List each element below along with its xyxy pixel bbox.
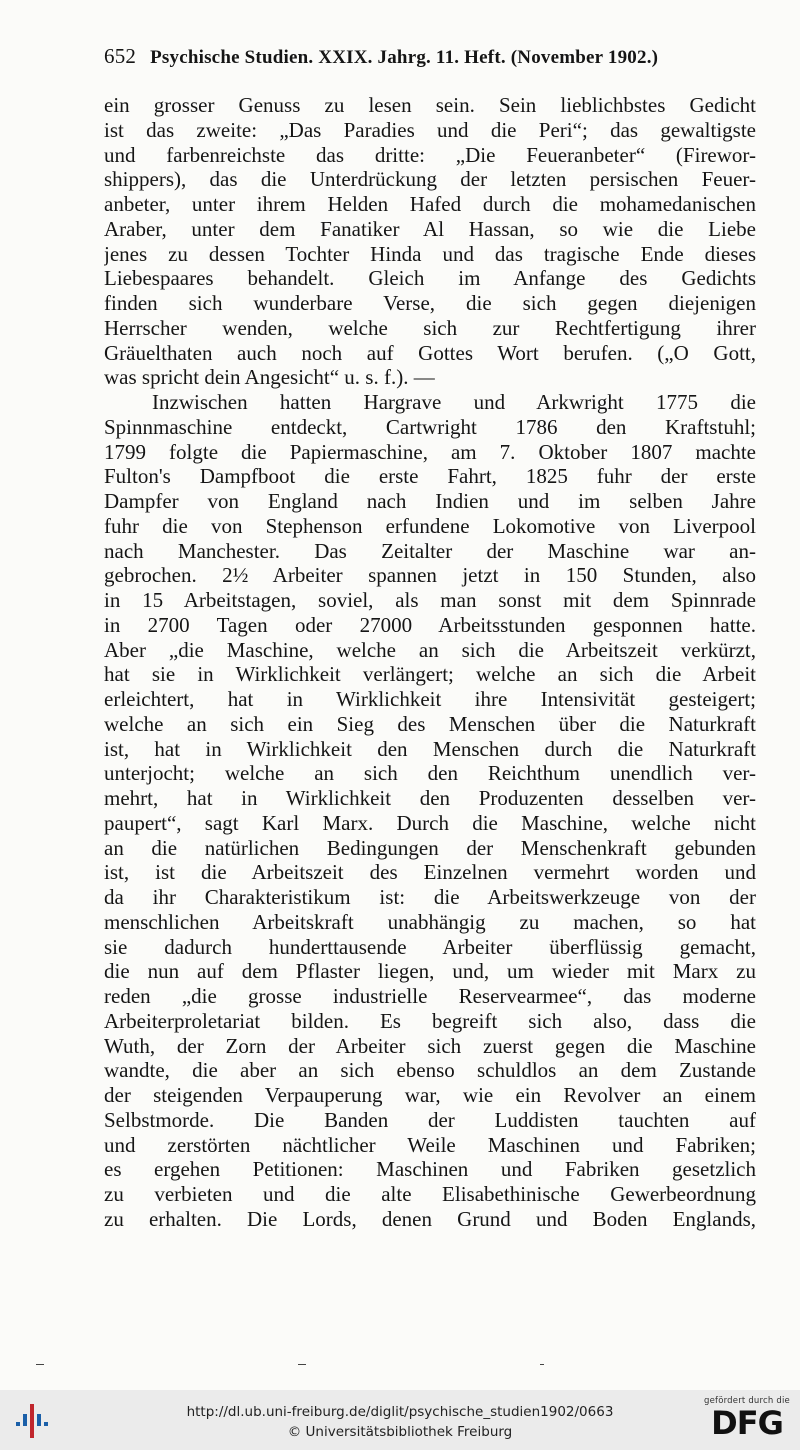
text-line: Araber, unter dem Fanatiker Al Hassan, so wie die Liebe	[104, 216, 756, 241]
text-line: Dampfer von England nach Indien und im selben Jahre	[104, 489, 756, 513]
text-line: zu verbieten und die alte Elisabethinische Gewerbeordnung	[104, 1182, 756, 1206]
text-line: finden sich wunderbare Verse, die sich gegen diejenigen	[104, 291, 756, 315]
viewer-footer	[0, 1390, 800, 1450]
text-line: Liebespaares behandelt. Gleich im Anfange des Gedichts	[104, 266, 756, 291]
text-line: paupert“, sagt Karl Marx. Durch die Maschine, welche nicht	[104, 810, 756, 835]
text-line: mehrt, hat in Wirklichkeit den Produzenten desselben ver-	[104, 786, 756, 810]
text-line: Fulton's Dampfboot die erste Fahrt, 1825 fuhr der erste	[104, 464, 756, 489]
text-line: Gräuelthaten auch noch auf Gottes Wort berufen. („O Gott,	[104, 340, 756, 365]
text-line: nach Manchester. Das Zeitalter der Maschine war an-	[104, 538, 756, 563]
text-line: sie dadurch hunderttausende Arbeiter überflüssig gemacht,	[104, 934, 756, 959]
text-line: Arbeiterproletariat bilden. Es begreift sich also, dass die	[104, 1008, 756, 1033]
dfg-logo	[704, 1396, 790, 1444]
dfg-logo-text: DFG	[711, 1404, 783, 1442]
copyright-notice: © Universitätsbibliothek Freiburg	[287, 1424, 513, 1440]
body-text	[104, 93, 756, 1232]
text-line: jenes zu dessen Tochter Hinda und das tragische Ende dieses	[104, 241, 756, 266]
text-line: 1799 folgte die Papiermaschine, am 7. Oktober 1807 machte	[104, 439, 756, 464]
text-line: Herrscher wenden, welche sich zur Rechtfertigung ihrer	[104, 315, 756, 340]
margin-mark	[36, 1364, 44, 1365]
text-line: menschlichen Arbeitskraft unabhängig zu machen, so hat	[104, 909, 756, 934]
text-line: zu erhalten. Die Lords, denen Grund und Boden Englands,	[104, 1206, 756, 1231]
text-line: Inzwischen hatten Hargrave und Arkwright 1775 die	[152, 390, 756, 414]
text-line: fuhr die von Stephenson erfundene Lokomotive von Liverpool	[104, 513, 756, 538]
bottom-margin-marks	[0, 1364, 800, 1370]
text-line: ist das zweite: „Das Paradies und die Peri“; das gewaltigste	[104, 117, 756, 142]
text-line: es ergehen Petitionen: Maschinen und Fabriken gesetzlich	[104, 1157, 756, 1182]
text-line: in 15 Arbeitstagen, soviel, als man sonst mit dem Spinnrade	[104, 588, 756, 612]
text-line: da ihr Charakteristikum ist: die Arbeitswerkzeuge von der	[104, 885, 756, 909]
text-line: ist, hat in Wirklichkeit den Menschen durch die Naturkraft	[104, 736, 756, 761]
text-line: was spricht dein Angesicht“ u. s. f.). —	[104, 365, 435, 390]
text-line: Selbstmorde. Die Banden der Luddisten tauchten auf	[104, 1107, 756, 1132]
text-line: an die natürlichen Bedingungen der Menschenkraft gebunden	[104, 835, 756, 860]
text-line: hat sie in Wirklichkeit verlängert; welche an sich die Arbeit	[104, 662, 756, 687]
text-line: reden „die grosse industrielle Reservearmee“, das moderne	[104, 984, 756, 1008]
text-line: die nun auf dem Pflaster liegen, und, um wieder mit Marx zu	[104, 959, 756, 984]
text-line: ein grosser Genuss zu lesen sein. Sein lieblichbstes Gedicht	[104, 93, 756, 117]
text-line: anbeter, unter ihrem Helden Hafed durch die mohamedanischen	[104, 192, 756, 216]
text-line: gebrochen. 2½ Arbeiter spannen jetzt in 150 Stunden, also	[104, 563, 756, 588]
page-number: 652	[104, 44, 137, 68]
margin-mark	[540, 1364, 544, 1365]
margin-mark	[298, 1364, 306, 1365]
running-header	[104, 44, 764, 69]
text-line: Spinnmaschine entdeckt, Cartwright 1786 den Kraftstuhl;	[104, 414, 756, 439]
source-url-link[interactable]: http://dl.ub.uni-freiburg.de/diglit/psychische_studien1902/0663	[186, 1404, 614, 1420]
dfg-sponsor-caption: gefördert durch die	[704, 1396, 790, 1406]
text-line: Wuth, der Zorn der Arbeiter sich zuerst gegen die Maschine	[104, 1033, 756, 1058]
text-line: der steigenden Verpauperung war, wie ein Revolver an einem	[104, 1083, 756, 1107]
text-line: Aber „die Maschine, welche an sich die Arbeitszeit verkürzt,	[104, 637, 756, 662]
text-line: ist, ist die Arbeitszeit des Einzelnen vermehrt worden und	[104, 860, 756, 885]
text-line: unterjocht; welche an sich den Reichthum unendlich ver-	[104, 761, 756, 786]
text-line: in 2700 Tagen oder 27000 Arbeitsstunden gesponnen hatte.	[104, 612, 756, 637]
text-line: erleichtert, hat in Wirklichkeit ihre Intensivität gesteigert;	[104, 687, 756, 711]
text-line: wandte, die aber an sich ebenso schuldlos an dem Zustande	[104, 1058, 756, 1083]
text-line: welche an sich ein Sieg des Menschen über die Naturkraft	[104, 711, 756, 736]
running-title: Psychische Studien. XXIX. Jahrg. 11. Heft. (November 1902.)	[150, 47, 659, 68]
text-line: shippers), das die Unterdrückung der letzten persischen Feuer-	[104, 167, 756, 192]
text-line: und farbenreichste das dritte: „Die Feueranbeter“ (Firewor-	[104, 142, 756, 167]
text-line: und zerstörten nächtlicher Weile Maschinen und Fabriken;	[104, 1132, 756, 1157]
